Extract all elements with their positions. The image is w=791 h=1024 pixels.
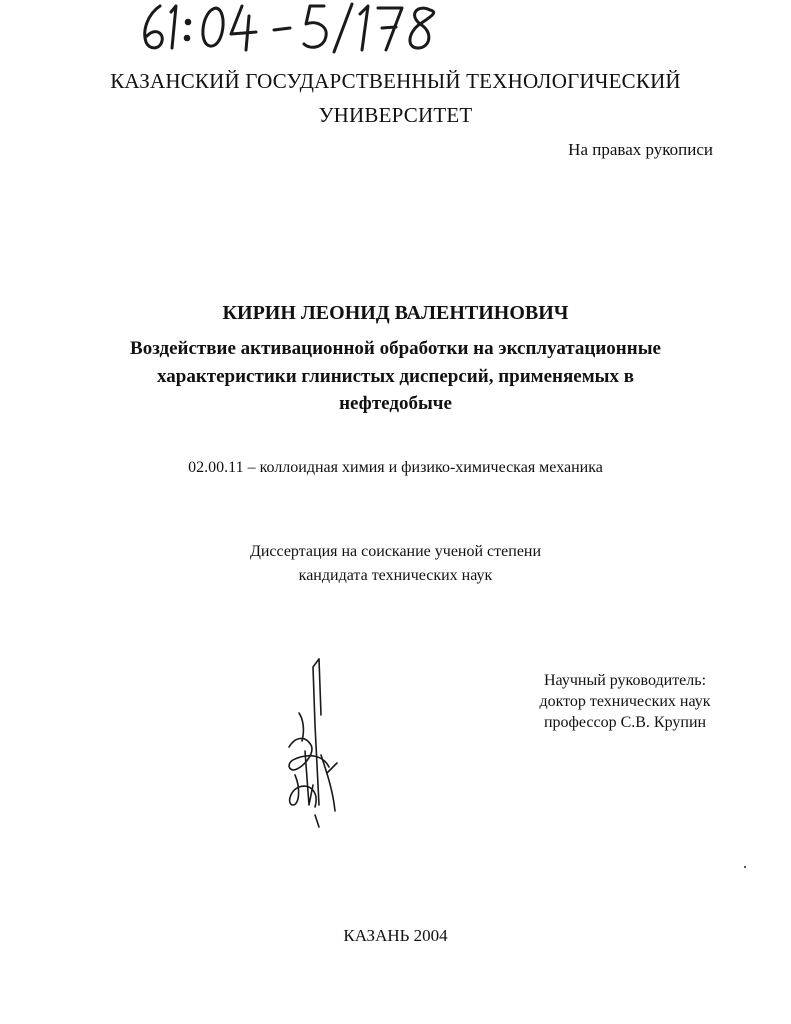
specialty-code: 02.00.11 – коллоидная химия и физико-химическая механика [188, 459, 603, 476]
handwritten-catalog-number [138, 0, 458, 56]
author-signature [275, 655, 355, 830]
author-name: КИРИН ЛЕОНИД ВАЛЕНТИНОВИЧ [222, 302, 569, 324]
university-name-line1: КАЗАНСКИЙ ГОСУДАРСТВЕННЫЙ ТЕХНОЛОГИЧЕСКИЙ [110, 69, 681, 93]
supervisor-role: Научный руководитель: [543, 672, 707, 689]
university-name-line2: УНИВЕРСИТЕТ [318, 103, 473, 127]
thesis-title-line1: Воздействие активационной обработки на эксплуатационные [130, 338, 661, 359]
thesis-title-line3: нефтедобыче [339, 393, 452, 414]
scan-speck [744, 866, 746, 868]
degree-statement-line1: Диссертация на соискание ученой степени [249, 543, 542, 560]
supervisor-name: профессор С.В. Крупин [543, 714, 707, 731]
supervisor-degree: доктор технических наук [539, 693, 711, 710]
manuscript-rights-note: На правах рукописи [568, 140, 713, 159]
degree-statement-line2: кандидата технических наук [298, 567, 493, 584]
city-and-year: КАЗАНЬ 2004 [343, 926, 448, 945]
thesis-title-line2: характеристики глинистых дисперсий, применяемых в [157, 366, 634, 387]
